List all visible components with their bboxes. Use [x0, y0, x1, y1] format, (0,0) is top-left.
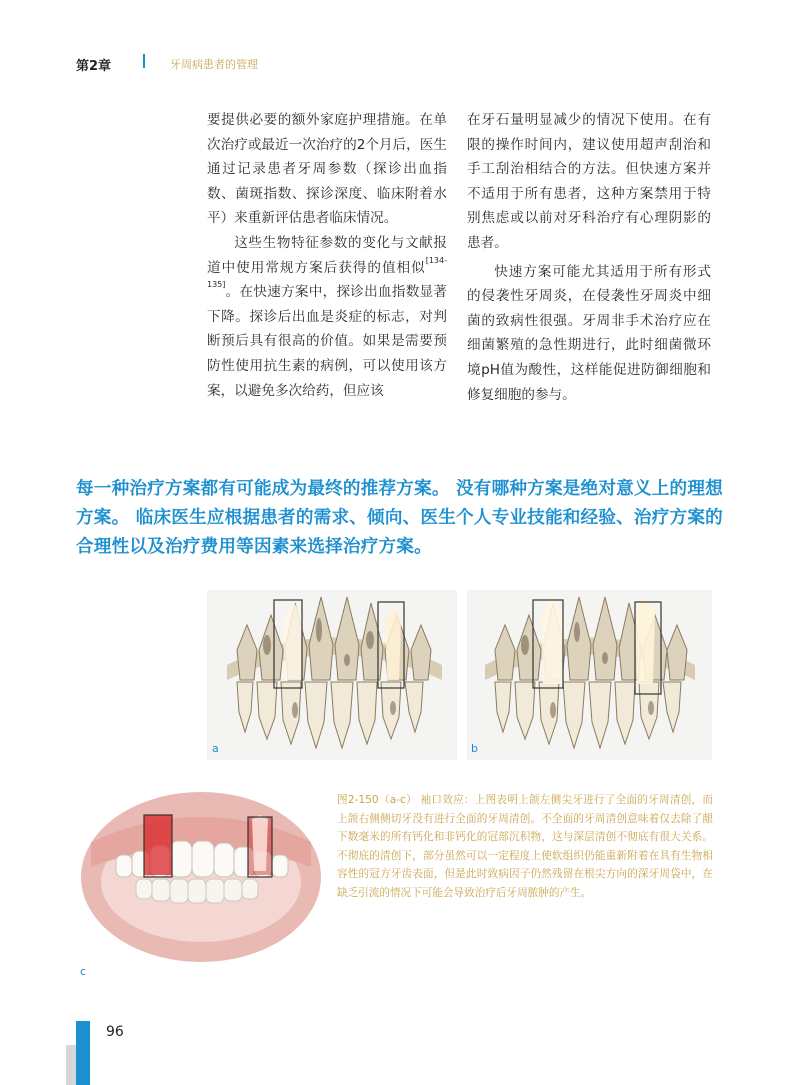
figure-caption: 图2-150（a-c） 袖口效应：上图表明上颌左侧尖牙进行了全面的牙周清创，而上颌右侧侧切牙没有进行全面的牙周清创。不全面的牙周清创意味着仅去除了龈下数毫米的所有钙化和非钙化的冠部沉积物，这与深层清创不彻底有很大关系。不彻底的清创下，部分虽然可以一定程度上使软组织仍能重新附着在具有生物相容性的冠方牙齿表面，但是此时致病因子仍然残留在根尖方向的深牙周袋中，在缺乏引流的情况下可能会导致治疗后牙周脓肿的产生。	[337, 794, 713, 899]
key-statement: 每一种治疗方案都有可能成为最终的推荐方案。 没有哪种方案是绝对意义上的理想方案。 临床医生应根据患者的需求、倾向、医生个人专业技能和经验、治疗方案的合理性以及治疗费用等因素来选择治疗方案。	[76, 479, 723, 557]
page-edge-shadow	[66, 1045, 76, 1085]
gum-illustration-c	[76, 787, 326, 982]
citation-ref: [134-135]	[207, 255, 447, 290]
page-accent-bar	[76, 1021, 90, 1085]
paragraph: 快速方案可能尤其适用于所有形式的侵袭性牙周炎，在侵袭性牙周炎中细菌的致病性很强。牙周非手术治疗应在细菌繁殖的急性期进行，此时细菌微环境pH值为酸性，这样能促进防御细胞和修复细胞的参与。	[467, 263, 711, 403]
panel-label-b: b	[471, 742, 478, 755]
teeth-illustration-b	[467, 590, 712, 760]
section-title: 牙周病患者的管理	[170, 58, 258, 71]
panel-label-c: c	[80, 965, 87, 978]
paragraph: 要提供必要的额外家庭护理措施。在单次治疗或最近一次治疗的2个月后，医生通过记录患者牙周参数（探诊出血指数、菌斑指数、探诊深度、临床附着水平）来重新评估患者临床情况。	[207, 112, 447, 227]
figure-panel-a	[207, 590, 457, 760]
paragraph	[207, 231, 447, 403]
header-divider	[143, 54, 145, 68]
body-column-left	[207, 108, 447, 403]
figure-panel-b	[467, 590, 712, 760]
paragraph-text: 。在快速方案中，探诊出血指数显著下降。探诊后出血是炎症的标志，对判断预后具有很高的价值。如果是需要预防性使用抗生素的病例，可以使用该方案，以避免多次给药，但应该	[207, 284, 447, 399]
page-number: 96	[106, 1024, 124, 1040]
figure-panel-c	[76, 787, 326, 982]
chapter-label: 第2章	[76, 59, 112, 74]
paragraph: 在牙石量明显减少的情况下使用。在有限的操作时间内，建议使用超声刮治和手工刮治相结合的方法。但快速方案并不适用于所有患者，这种方案禁用于特别焦虑或以前对牙科治疗有心理阴影的患者。	[467, 112, 711, 251]
body-column-right	[467, 108, 711, 407]
paragraph-text: 这些生物特征参数的变化与文献报道中使用常规方案后获得的值相似	[207, 234, 447, 276]
teeth-illustration-a	[207, 590, 457, 760]
panel-label-a: a	[212, 742, 219, 755]
